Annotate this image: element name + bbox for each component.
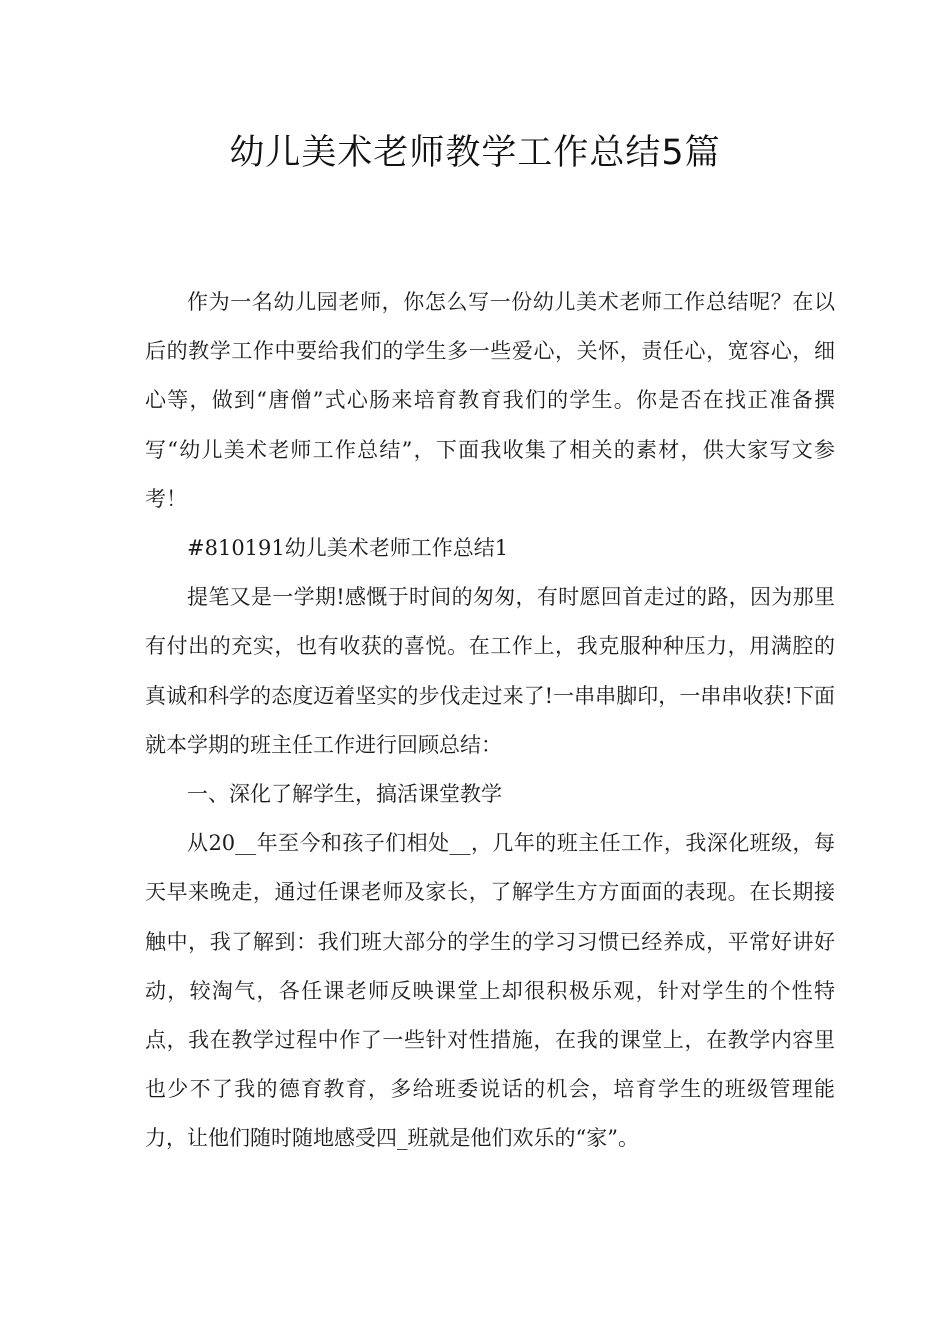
body-paragraph: 从20__年至今和孩子们相处__，几年的班主任工作，我深化班级，每天早来晚走，通过任课老师及家长，了解学生方方面面的表现。在长期接触中，我了解到：我们班大部分的学生的学习习惯已经养成，平常好讲好动，较淘气，各任课老师反映课堂上却很积极乐观，针对学生的个性特点，我在教学过程中作了一些针对性措施，在我的课堂上，在教学内容里也少不了我的德育教育，多给班委说话的机会，培育学生的班级管理能力，让他们随时随地感受四_班就是他们欢乐的“家”。 — [145, 831, 835, 1151]
section-heading-summary-1: #810191幼儿美术老师工作总结1 — [187, 536, 509, 561]
document-title: 幼儿美术老师教学工作总结5篇 — [229, 133, 721, 173]
document-body — [145, 278, 835, 1164]
subsection-heading: 一、深化了解学生，搞活课堂教学 — [187, 782, 502, 807]
intro-paragraph: 作为一名幼儿园老师，你怎么写一份幼儿美术老师工作总结呢？在以后的教学工作中要给我们的学生多一些爱心，关怀，责任心，宽容心，细心等，做到“唐僧”式心肠来培育教育我们的学生。你是否在找正准备撰写“幼儿美术老师工作总结”，下面我收集了相关的素材，供大家写文参考！ — [145, 290, 835, 511]
body-paragraph: 提笔又是一学期!感慨于时间的匆匆，有时愿回首走过的路，因为那里有付出的充实，也有收获的喜悦。在工作上，我克服种种压力，用满腔的真诚和科学的态度迈着坚实的步伐走过来了!一串串脚印，一串串收获!下面就本学期的班主任工作进行回顾总结： — [145, 585, 835, 757]
